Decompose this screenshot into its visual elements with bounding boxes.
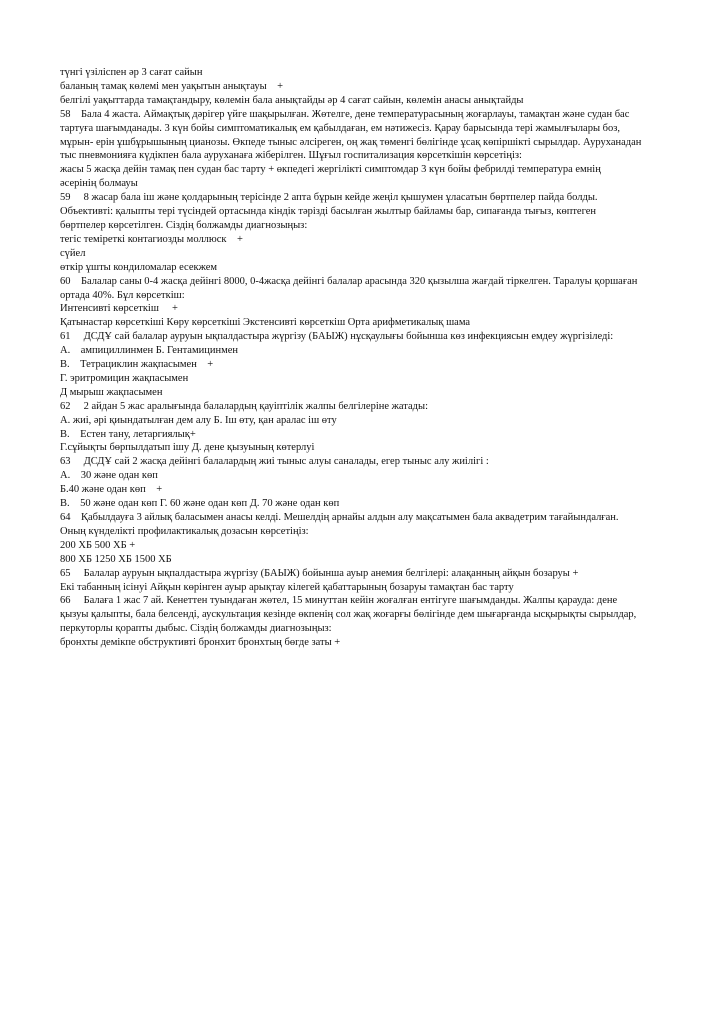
text-line: ортада 40%. Бұл көрсеткіш: [60, 289, 185, 301]
text-line: Екі табанның ісінуі Айқын көрінген ауыр арықтау кілегей қабаттарының бозаруы тамақтан бас тарту [60, 581, 514, 593]
text-line: 64 Қабылдауға 3 айлық баласымен анасы келді. Мешелдің арнайы алдын алу мақсатымен бала аквадетрим тағайындалған. [60, 512, 619, 523]
text-line: Объективті: қалыпты тері түсіндей ортасында кіндік тәрізді басылған жылтыр байламы бар, сипағанда тығыз, көптеген [60, 206, 597, 218]
text-line: Оның күнделікті профилактикалық дозасын көрсетіңіз: [60, 525, 309, 537]
text-line: В. Тетрациклин жақпасымен + [60, 359, 214, 371]
text-line: А. жиі, әрі қиындатылған дем алу Б. Іш өту, қан аралас іш өту [60, 414, 337, 426]
text-line: Д мырыш жақпасымен [60, 386, 163, 398]
text-line: жасы 5 жасқа дейін тамақ пен судан бас тарту + өкпедегі жергілікті симптомдар 3 күн бойы фебрилді температура емнің [60, 164, 601, 176]
text-line: 200 ХБ 500 ХБ + [60, 539, 136, 551]
text-line: 62 2 айдан 5 жас аралығында балалардың қауіптілік жалпы белгілеріне жатады: [60, 400, 428, 412]
text-line: 60 Балалар саны 0-4 жасқа дейінгі 8000, 0-4жасқа дейінгі балалар арасында 320 қызылша жағдай тіркелген. Таралуы қоршаған [60, 275, 638, 287]
text-line: 800 ХБ 1250 ХБ 1500 ХБ [60, 553, 172, 565]
text-line: 63 ДСДҰ сай 2 жасқа дейінгі балалардың жиі тыныс алуы саналады, егер тыныс алу жиілігі : [60, 456, 489, 468]
text-line: қызуы қалыпты, бала белсенді, аускультация кезінде өкпенің сол жақ жоғарғы бөлігінде дем шығарғанда ысқырықты сырылдар, [60, 609, 637, 621]
text-line: тартуға шағымданады. 3 күн бойы симптоматикалық ем қабылдаған, ем нәтижесіз. Қарау барысында тері жамылғылары боз, [60, 122, 620, 134]
text-line: 59 8 жасар бала іш және қолдарының терісінде 2 апта бұрын кейде жеңіл қышумен ұласатын бөртпелер пайда болды. [60, 192, 598, 204]
text-line: баланың тамақ көлемі мен уақытын анықтауы + [60, 80, 284, 92]
text-line: әсерінің болмауы [60, 178, 138, 190]
text-line: В. 50 және одан көп Г. 60 және одан көп Д. 70 және одан көп [60, 498, 340, 510]
text-line: А. 30 және одан көп [60, 470, 158, 482]
text-line: сүйел [60, 247, 86, 259]
text-line: бронхты демікпе обструктивті бронхит бронхтың бөгде заты + [60, 637, 341, 649]
text-line: 66 Балаға 1 жас 7 ай. Кенеттен туындаған жөтел, 15 минуттан кейін жоғалған ентігуге шағымданды. Жалпы қарауда: дене [60, 595, 618, 607]
text-line: Қатынастар көрсеткіші Көру көрсеткіші Экстенсивті көрсеткіш Орта арифметикалық шама [60, 317, 471, 329]
text-line: перкуторлы қорапты дыбыс. Сіздің болжамды диагнозыңыз: [60, 623, 332, 635]
text-line: өткір ұшты кондиломалар есекжем [60, 261, 218, 273]
text-line: тегіс теміреткі контагиозды моллюск + [60, 233, 243, 245]
text-line: тыс пневмонияға күдікпен бала ауруханаға жіберілген. Шұғыл госпитализация көрсеткішін көрсетіңіз: [60, 150, 522, 162]
text-line: белгілі уақыттарда тамақтандыру, көлемін бала анықтайды әр 4 сағат сайын, көлемін анасы анықтайды [60, 94, 524, 106]
text-line: Б.40 және одан көп + [60, 484, 163, 496]
text-line: мұрын- ерін ұшбұрышының цианозы. Өкпеде тыныс әлсіреген, оң жақ төменгі бөлігінде ұсақ көпіршікті сырылдар. Ауруханадан [60, 136, 642, 148]
text-line: 58 Бала 4 жаста. Аймақтық дәрігер үйге шақырылған. Жөтелге, дене температурасының жоғарлауы, тамақтан және судан бас [60, 108, 630, 120]
text-line: 61 ДСДҰ сай балалар ауруын ықпалдастыра жүргізу (БАЫЖ) нұсқаулығы бойынша көз инфекциясын емдеу жүргізіледі: [60, 331, 614, 343]
document-page [60, 66, 700, 650]
text-line: бөртпелер көрсетілген. Сіздің болжамды диагнозыңыз: [60, 219, 308, 231]
text-line: 65 Балалар ауруын ықпалдастыра жүргізу (БАЫЖ) бойынша ауыр анемия белгілері: алақанның айқын бозаруы + [60, 567, 579, 579]
text-line: Г. эритромицин жақпасымен [60, 372, 189, 384]
text-line: А. ампициллинмен Б. Гентамицинмен [60, 345, 239, 357]
text-line: түнгі үзіліспен әр 3 сағат сайын [60, 67, 203, 78]
text-line: В. Естен тану, летаргиялық+ [60, 428, 196, 440]
text-line: Г.сұйықты бөрпылдатып ішу Д. дене қызуының көтерлуі [60, 442, 315, 454]
text-line: Интенсивті көрсеткіш + [60, 303, 178, 315]
